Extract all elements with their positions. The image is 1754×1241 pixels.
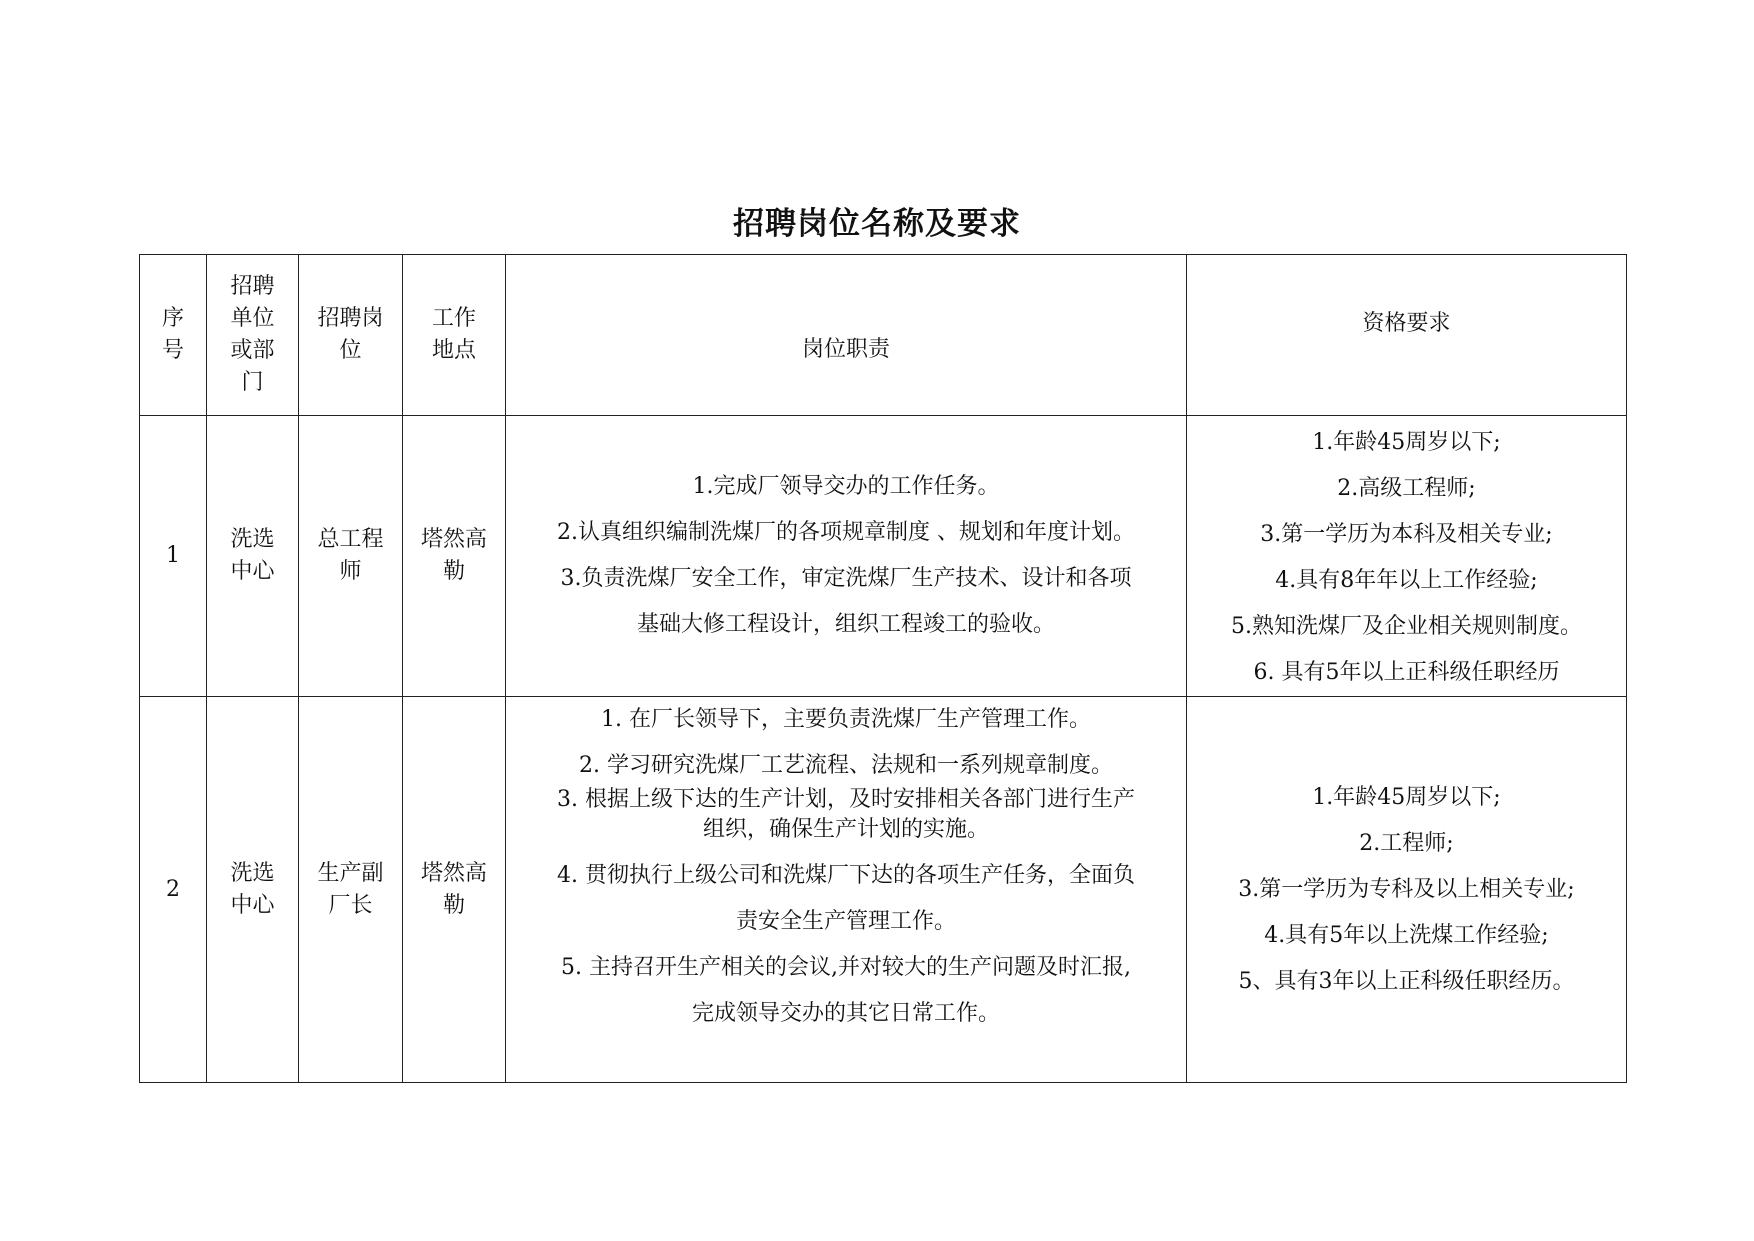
table-row [140,697,1627,1083]
qualification-item: 5.熟知洗煤厂及企业相关规则制度。 [1231,614,1582,639]
duty-item: 1.完成厂领导交办的工作任务。 [692,474,1000,499]
duty-item: 4. 贯彻执行上级公司和洗煤厂下达的各项生产任务，全面负 [557,863,1135,888]
qualification-item: 3.第一学历为专科及以上相关专业; [1238,876,1575,902]
qualification-item: 5、具有3年以上正科级任职经历。 [1238,968,1575,994]
header-qualifications: 资格要求 [1187,255,1627,416]
duty-item: 责安全生产管理工作。 [735,909,956,934]
duty-item: 完成领导交办的其它日常工作。 [691,1001,1000,1026]
row-qualifications [1187,697,1627,1083]
header-duties: 岗位职责 [506,255,1187,416]
qualification-item: 3.第一学历为本科及相关专业; [1260,522,1553,547]
recruitment-table [139,254,1627,1083]
duty-item: 2.认真组织编制洗煤厂的各项规章制度 、规划和年度计划。 [557,520,1135,545]
qualification-item: 1.年龄45周岁以下; [1312,784,1501,810]
row-seq: 1 [140,416,207,697]
duty-item: 3. 根据上级下达的生产计划，及时安排相关各部门进行生产 [557,787,1135,812]
duty-item: 3.负责洗煤厂安全工作，审定洗煤厂生产技术、设计和各项 [560,566,1132,591]
row-dept: 洗选 中心 [207,697,299,1083]
table-row [140,416,1627,697]
row-dept: 洗选 中心 [207,416,299,697]
row-duties [506,697,1187,1083]
row-position: 生产副 厂长 [299,697,403,1083]
duty-item: 基础大修工程设计，组织工程竣工的验收。 [636,612,1055,637]
header-dept: 招聘 单位 或部 门 [207,255,299,416]
document-title: 招聘岗位名称及要求 [733,206,1021,242]
header-location: 工作 地点 [403,255,506,416]
row-location: 塔然高 勒 [403,697,506,1083]
duty-item: 组织，确保生产计划的实施。 [702,817,989,842]
header-seq: 序 号 [140,255,207,416]
row-location: 塔然高 勒 [403,416,506,697]
header-position: 招聘岗 位 [299,255,403,416]
qualification-item: 2.高级工程师; [1337,476,1476,501]
row-position: 总工程 师 [299,416,403,697]
qualification-item: 1.年龄45周岁以下; [1312,430,1501,455]
row-seq: 2 [140,697,207,1083]
qualification-item: 4.具有8年年以上工作经验; [1275,568,1538,593]
qualification-item: 6. 具有5年以上正科级任职经历 [1253,660,1560,685]
row-qualifications [1187,416,1627,697]
qualification-item: 2.工程师; [1359,830,1454,856]
row-duties [506,416,1187,697]
duty-item: 1. 在厂长领导下，主要负责洗煤厂生产管理工作。 [601,707,1091,732]
duty-item: 2. 学习研究洗煤厂工艺流程、法规和一系列规章制度。 [579,753,1113,778]
qualification-item: 4.具有5年以上洗煤工作经验; [1264,922,1549,948]
header-row [140,255,1627,416]
duty-item: 5. 主持召开生产相关的会议,并对较大的生产问题及时汇报, [561,955,1131,980]
